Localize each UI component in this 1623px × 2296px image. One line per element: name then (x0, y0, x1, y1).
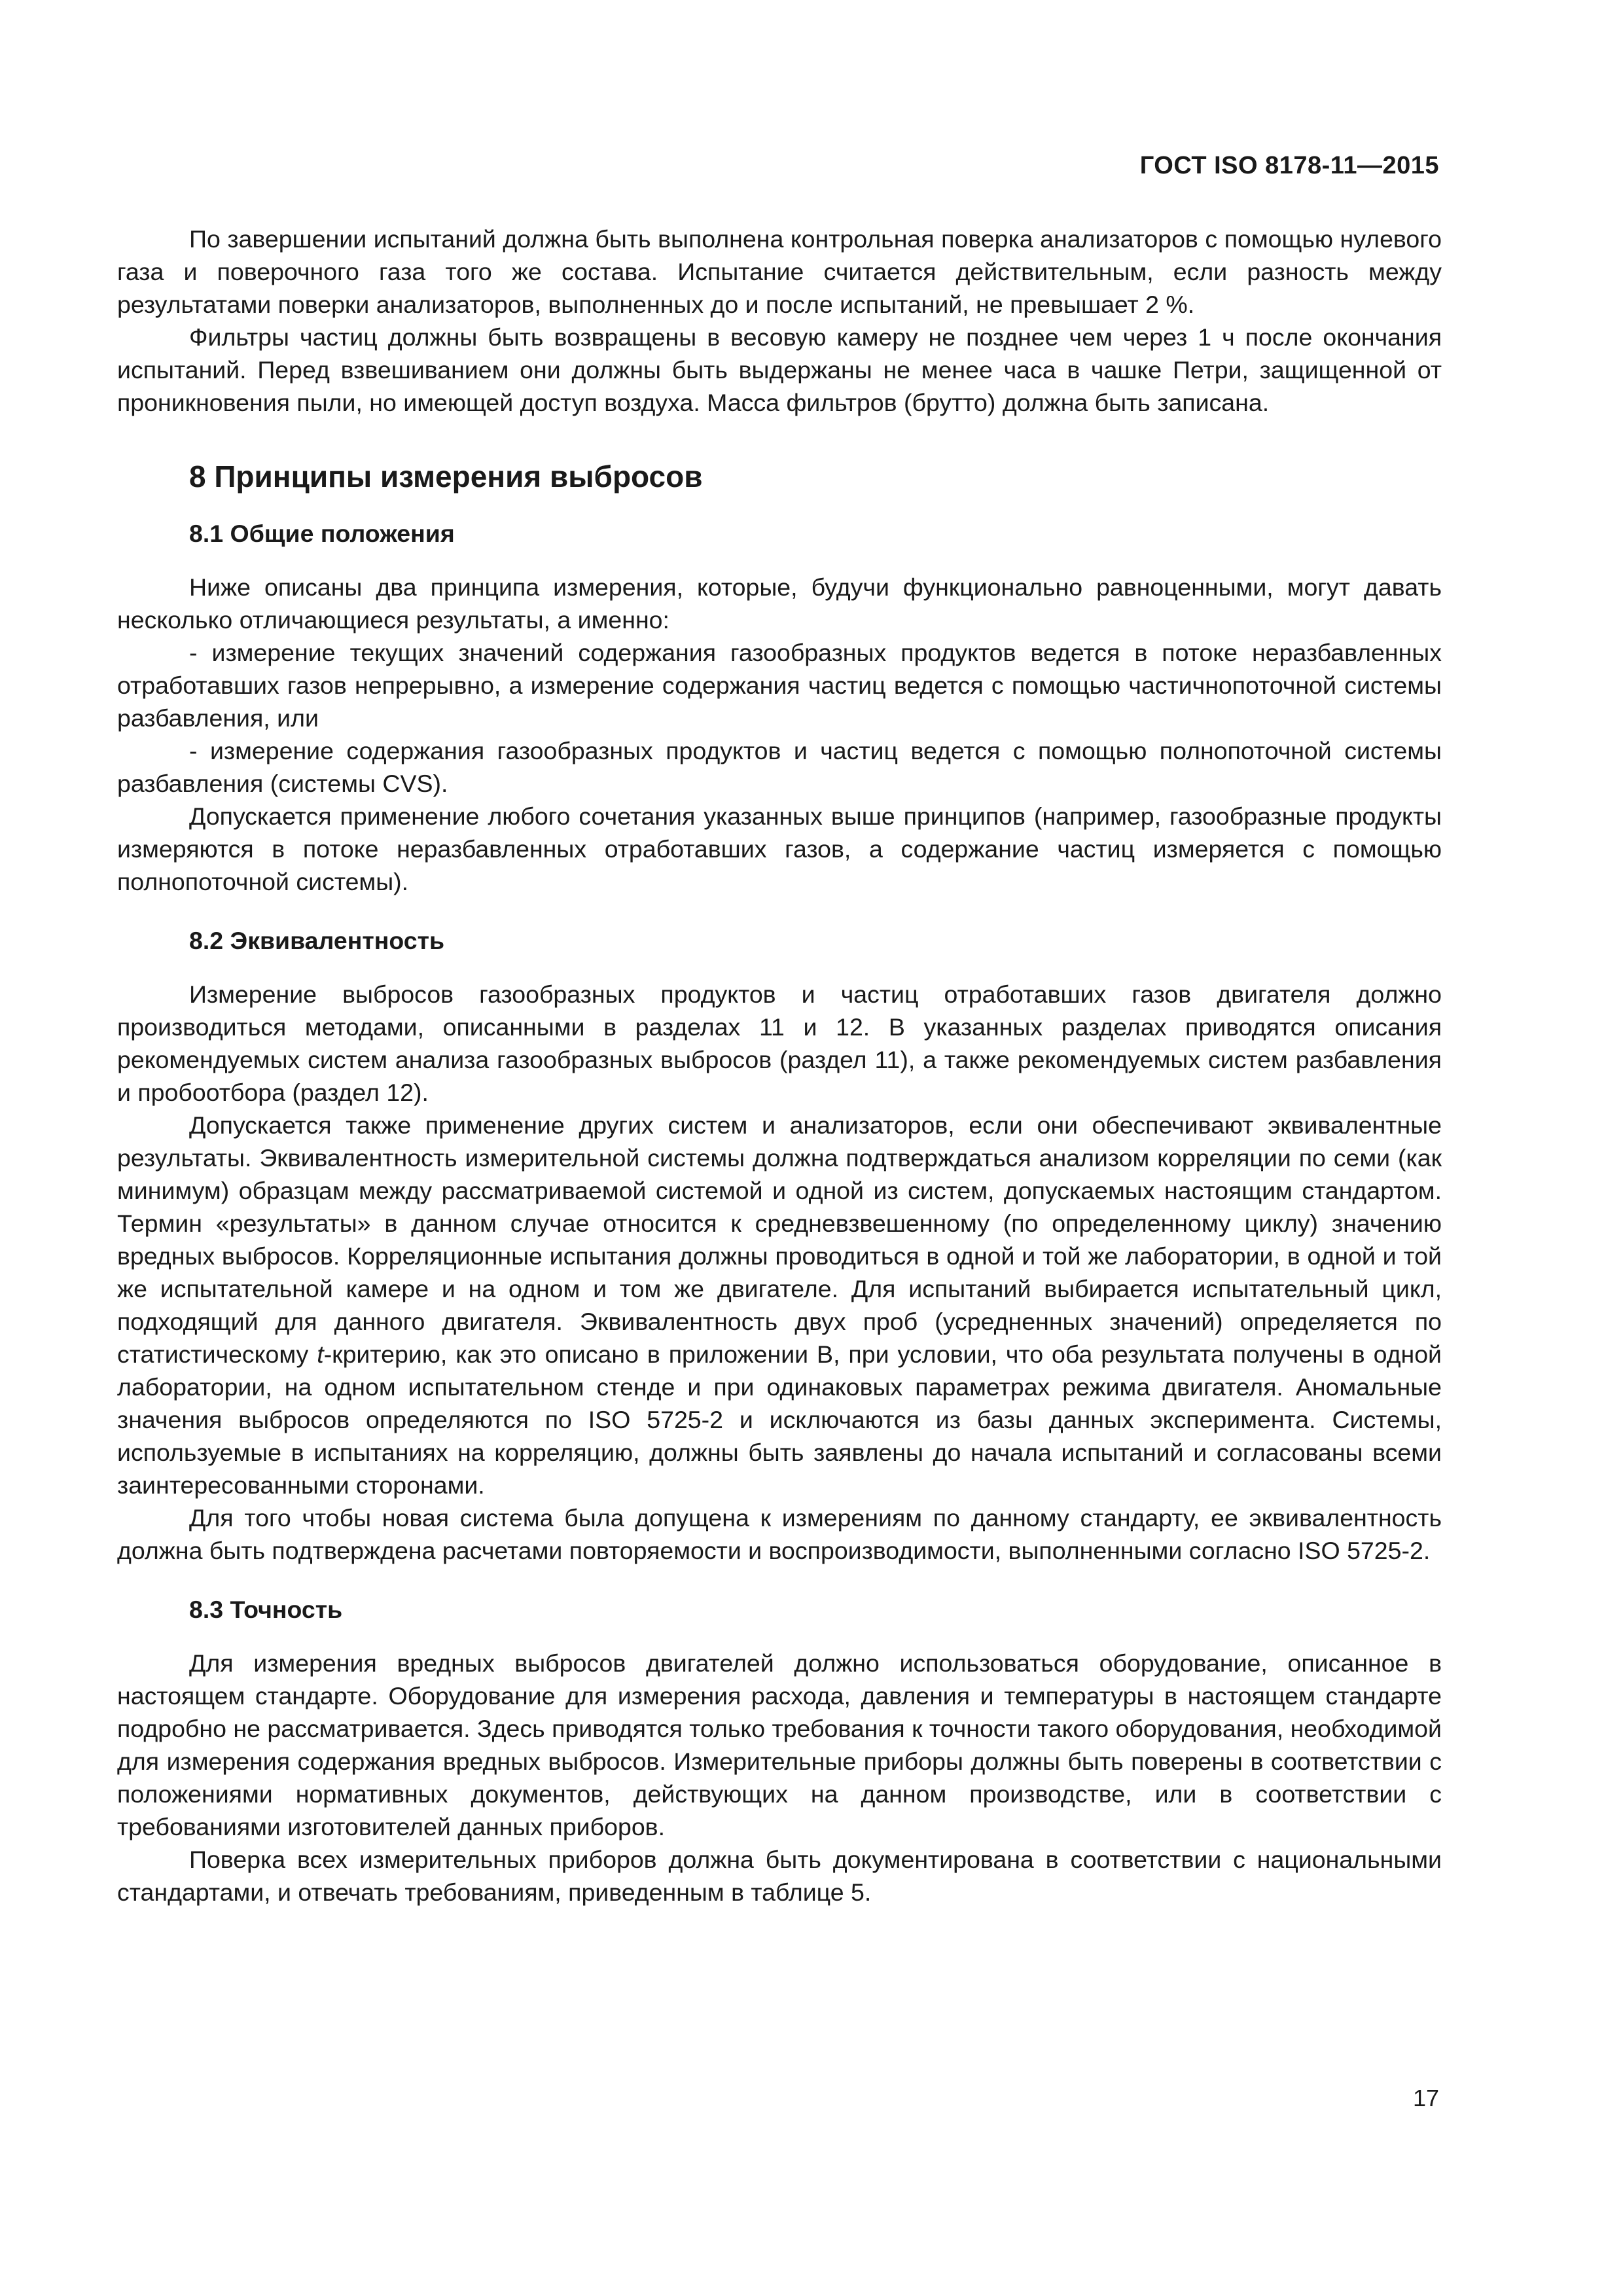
paragraph-8-1-combination: Допускается применение любого сочетания указанных выше принципов (например, газообразные продукты измеряются в потоке неразбавленных отработавших газов, а содержание частиц измеряется с помощью полнопоточной системы). (117, 802, 1442, 895)
paragraph-8-2-equivalence (117, 1109, 1442, 1501)
page-number: 17 (1412, 2085, 1439, 2111)
section-heading: 8 Принципы измерения выбросов (189, 459, 703, 493)
text-part: Допускается также применение других систем и анализаторов, если они обеспечивают эквивалентные результаты. Эквивалентность измерительной системы должна подтверждаться анализом корреляции по семи (как минимум) образцам между рассматриваемой системой и одной из систем, допускаемых настоящим стандартом. Термин «результаты» в данном случае относится к средневзвешенному (по определенному циклу) значению вредных выбросов. Корреляционные испытания должны проводиться в одной и той же лаборатории, в одной и той же испытательной камере и на одном и том же двигателе. Для испытаний выбирается испытательный цикл, подходящий для данного двигателя. Эквивалентность двух проб (усредненных значений) определяется по статистическому (117, 1111, 1442, 1368)
t-criterion-symbol: t (317, 1340, 324, 1368)
paragraph-8-2-methods: Измерение выбросов газообразных продуктов и частиц отработавших газов двигателя должно производиться методами, описанными в разделах 11 и 12. В указанных разделах приводятся описания рекомендуемых систем анализа газообразных выбросов (раздел 11), а также рекомендуемых систем разбавления и пробоотбора (раздел 12). (117, 980, 1442, 1106)
subsection-heading-8-2: 8.2 Эквивалентность (189, 927, 445, 954)
paragraph-8-3-equipment: Для измерения вредных выбросов двигателей должно использоваться оборудование, описанное в настоящем стандарте. Оборудование для измерения расхода, давления и температуры в настоящем стандарте подробно не рассматривается. Здесь приводятся только требования к точности такого оборудования, необходимой для измерения содержания вредных выбросов. Измерительные приборы должны быть поверены в соответствии с положениями нормативных документов, действующих на данном производстве, или в соответствии с требованиями изготовителей данных приборов. (117, 1649, 1442, 1840)
list-item-2: - измерение содержания газообразных продуктов и частиц ведется с помощью полнопоточной системы разбавления (системы CVS). (117, 737, 1442, 797)
document-header: ГОСТ ISO 8178-11—2015 (1139, 152, 1439, 179)
page-content (117, 223, 1442, 1909)
list-item-1: - измерение текущих значений содержания газообразных продуктов ведется в потоке неразбавленных отработавших газов непрерывно, а измерение содержания частиц ведется с помощью частичнопоточной системы разбавления, или (117, 639, 1442, 732)
subsection-heading-8-3: 8.3 Точность (189, 1596, 343, 1623)
paragraph-filters: Фильтры частиц должны быть возвращены в весовую камеру не позднее чем через 1 ч после окончания испытаний. Перед взвешиванием они должны быть выдержаны не менее часа в чашке Петри, защищенной от проникновения пыли, но имеющей доступ воздуха. Масса фильтров (брутто) должна быть записана. (117, 323, 1442, 416)
text-part: -критерию, как это описано в приложении В, при условии, что оба результата получены в одной лаборатории, на одном испытательном стенде и при одинаковых параметрах режима двигателя. Аномальные значения выбросов определяются по ISO 5725-2 и исключаются из базы данных эксперимента. Системы, используемые в испытаниях на корреляцию, должны быть заявлены до начала испытаний и согласованы всеми заинтересованными сторонами. (117, 1340, 1442, 1499)
paragraph-8-2-new-system: Для того чтобы новая система была допущена к измерениям по данному стандарту, ее эквивалентность должна быть подтверждена расчетами повторяемости и воспроизводимости, выполненными согласно ISO 5725-2. (117, 1504, 1442, 1564)
subsection-heading-8-1: 8.1 Общие положения (189, 520, 455, 547)
paragraph-8-3-calibration: Поверка всех измерительных приборов должна быть документирована в соответствии с национальными стандартами, и отвечать требованиям, приведенным в таблице 5. (117, 1846, 1442, 1906)
paragraph-verification: По завершении испытаний должна быть выполнена контрольная поверка анализаторов с помощью нулевого газа и поверочного газа того же состава. Испытание считается действительным, если разность между результатами поверки анализаторов, выполненных до и после испытаний, не превышает 2 %. (117, 225, 1442, 318)
paragraph-8-1-intro: Ниже описаны два принципа измерения, которые, будучи функционально равноценными, могут давать несколько отличающиеся результаты, а именно: (117, 573, 1442, 634)
